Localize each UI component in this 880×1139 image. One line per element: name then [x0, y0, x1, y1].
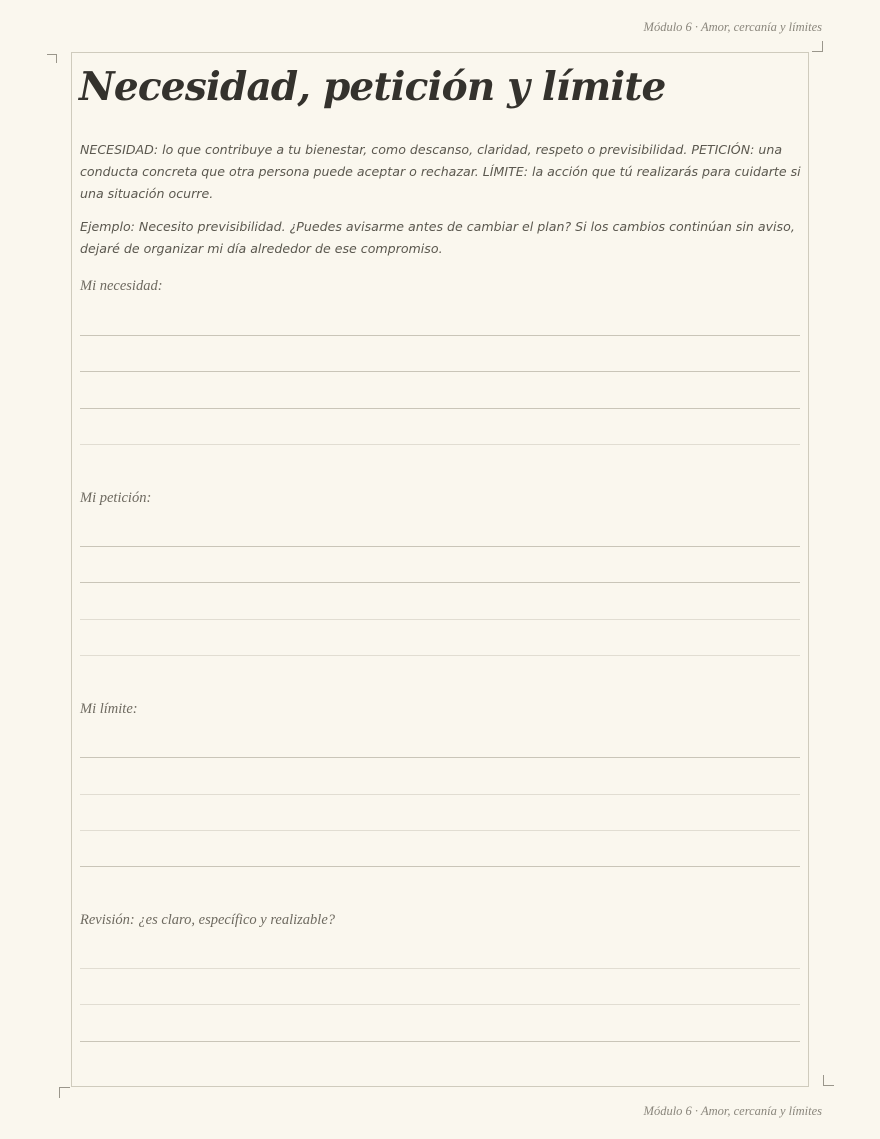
- writing-line[interactable]: [80, 546, 800, 547]
- crop-mark-top-right: [812, 41, 823, 52]
- section-label-revision: Revisión: ¿es claro, específico y realizable?: [80, 912, 336, 928]
- writing-line[interactable]: [80, 408, 800, 409]
- writing-line[interactable]: [80, 619, 800, 620]
- writing-line[interactable]: [80, 444, 800, 445]
- writing-line[interactable]: [80, 1041, 800, 1042]
- section-label-limite: Mi límite:: [80, 701, 138, 717]
- writing-line[interactable]: [80, 371, 800, 372]
- crop-mark-bottom-left: [59, 1087, 70, 1098]
- writing-line[interactable]: [80, 655, 800, 656]
- running-header: Módulo 6 · Amor, cercanía y límites: [643, 20, 822, 34]
- section-label-necesidad: Mi necesidad:: [80, 278, 163, 294]
- writing-line[interactable]: [80, 335, 800, 336]
- writing-line[interactable]: [80, 794, 800, 795]
- crop-mark-top-left: [47, 54, 57, 63]
- writing-line[interactable]: [80, 1004, 800, 1005]
- section-label-peticion: Mi petición:: [80, 490, 152, 506]
- example-paragraph: Ejemplo: Necesito previsibilidad. ¿Puedes avisarme antes de cambiar el plan? Si los cambios continúan sin aviso, dejaré de organizar mi día alrededor de ese compromiso.: [80, 219, 795, 256]
- definitions-paragraph: NECESIDAD: lo que contribuye a tu bienestar, como descanso, claridad, respeto o previsibilidad. PETICIÓN: una conducta concreta que otra persona puede aceptar o rechazar. LÍMITE: la acción que tú realizarás para cuidarte si una situación ocurre.: [80, 142, 801, 201]
- writing-line[interactable]: [80, 830, 800, 831]
- writing-line[interactable]: [80, 757, 800, 758]
- page-title: Necesidad, petición y límite: [79, 64, 666, 110]
- writing-line[interactable]: [80, 582, 800, 583]
- running-footer: Módulo 6 · Amor, cercanía y límites: [643, 1104, 822, 1118]
- writing-line[interactable]: [80, 968, 800, 969]
- writing-line[interactable]: [80, 866, 800, 867]
- crop-mark-bottom-right: [823, 1075, 834, 1086]
- page-frame: [71, 52, 809, 1087]
